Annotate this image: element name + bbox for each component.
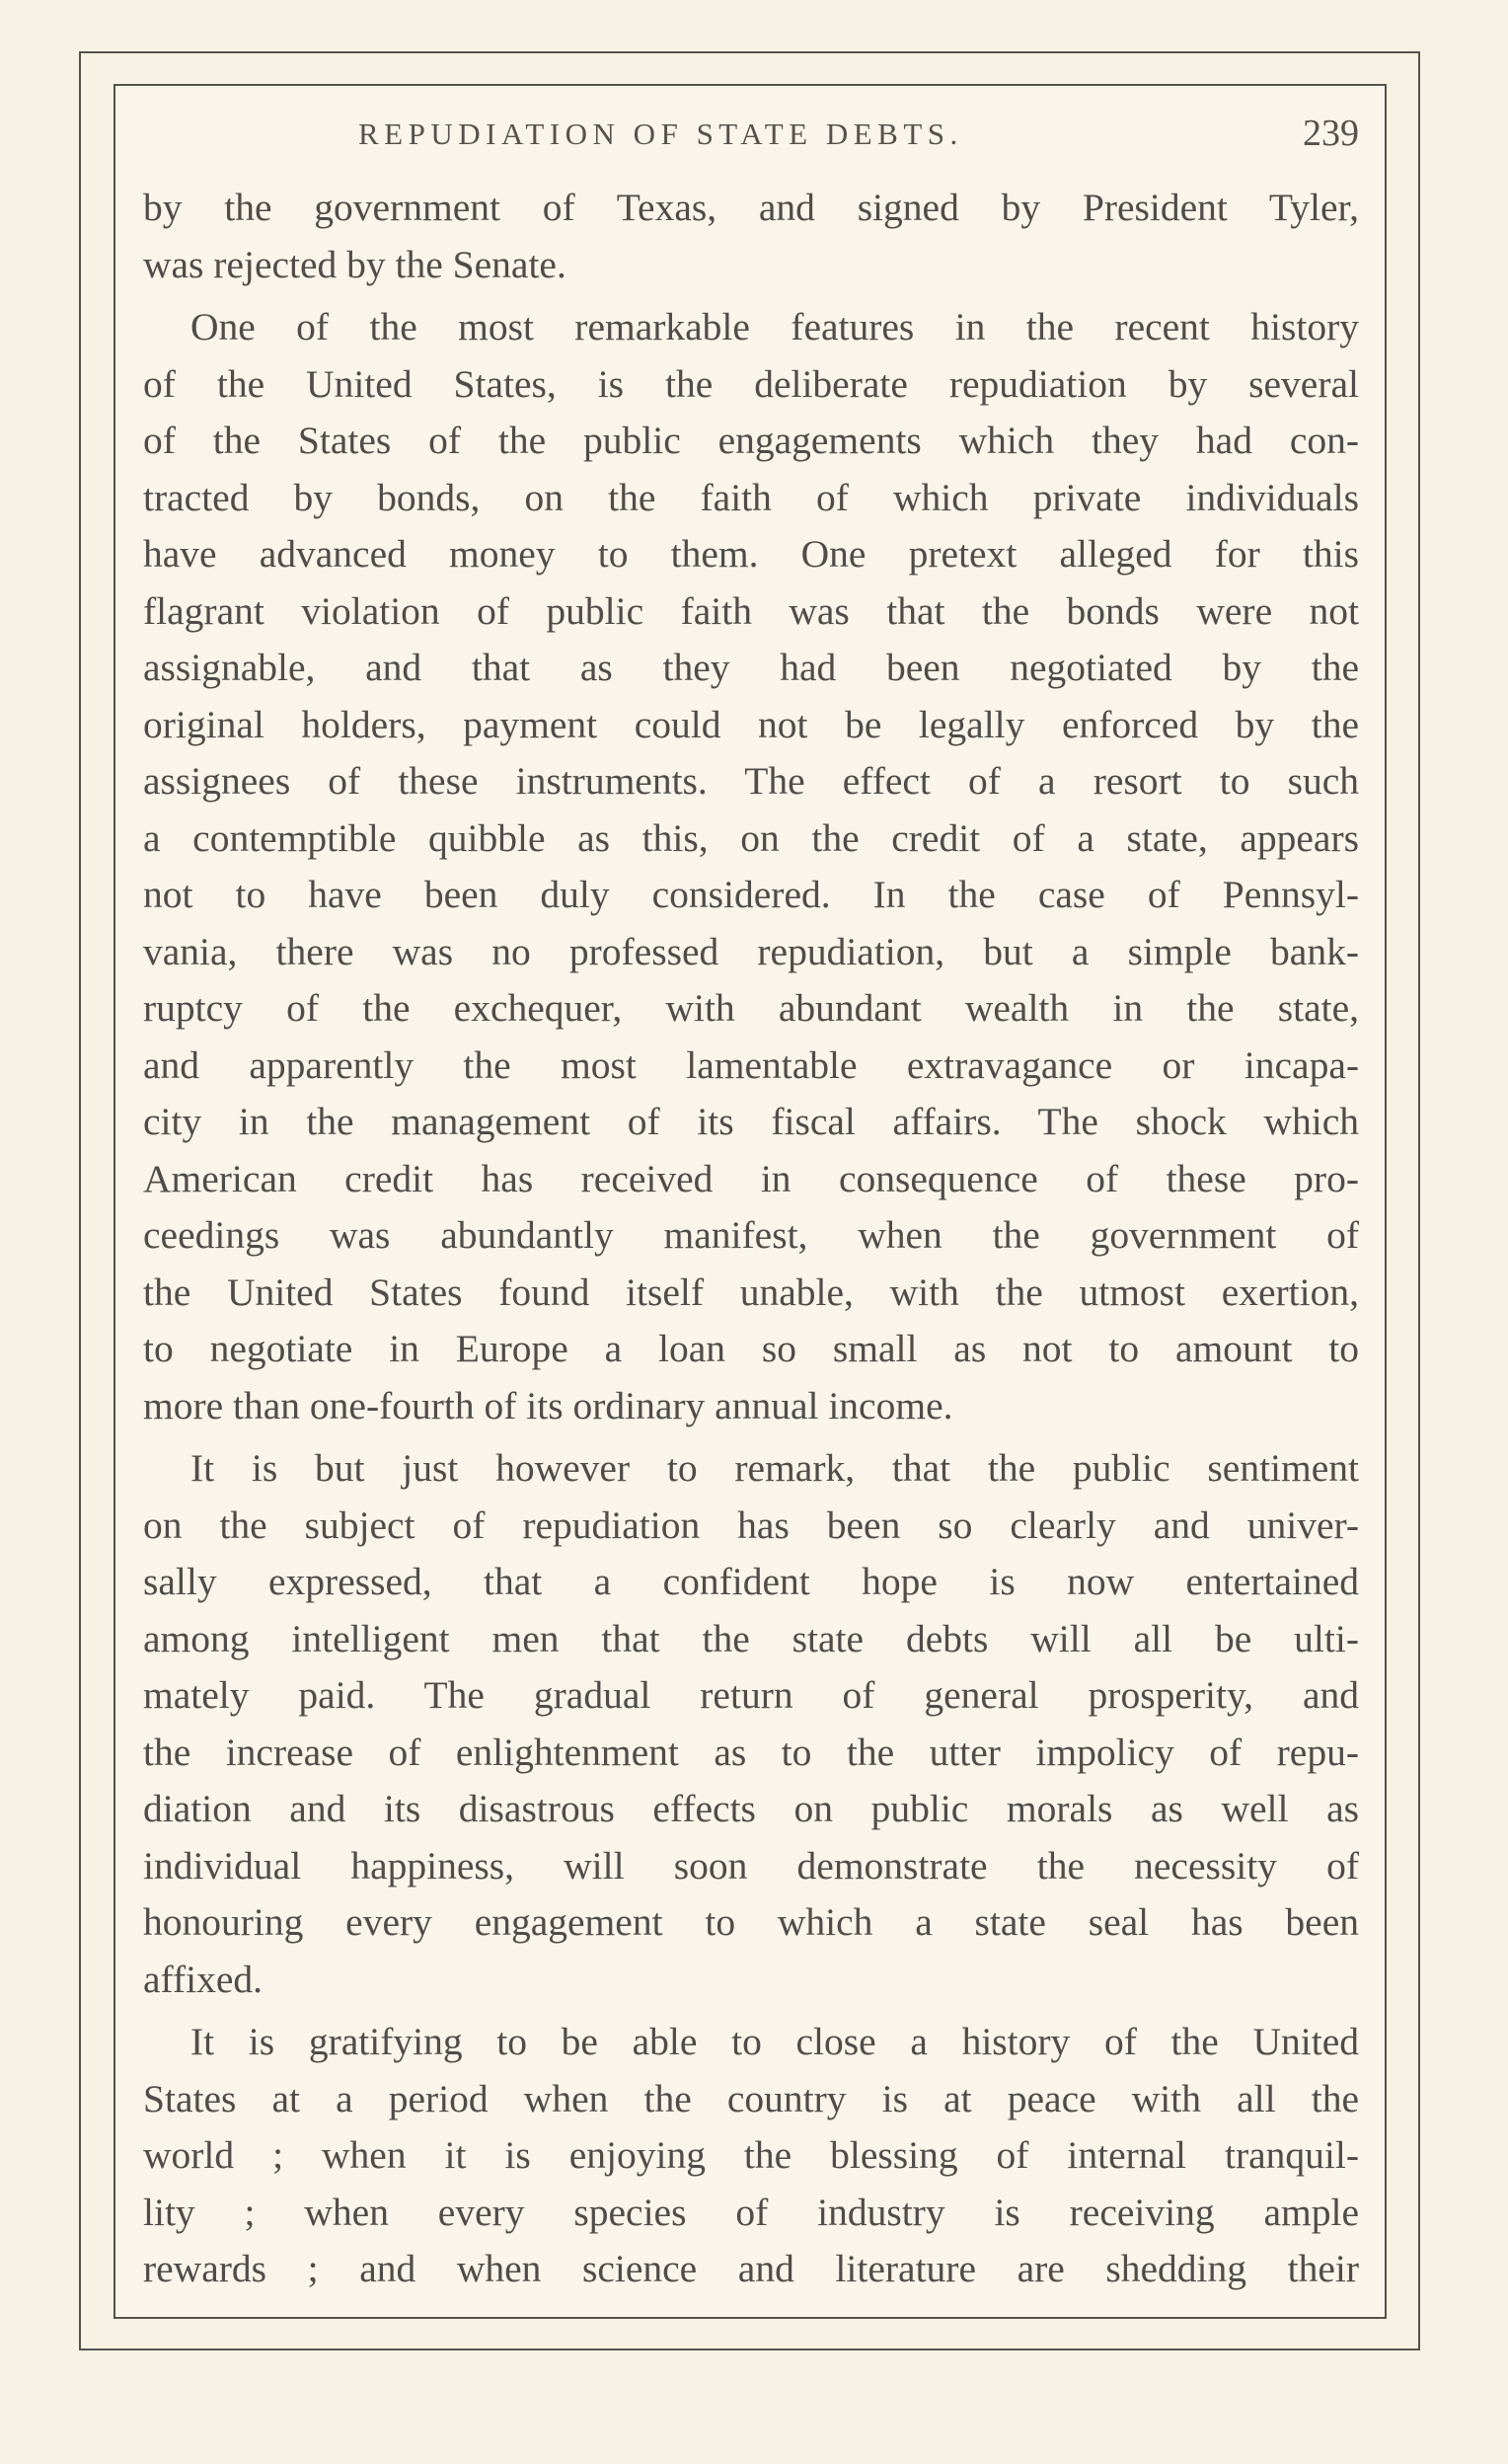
text-line: and apparently the most lamentable extravagance or incapa- — [143, 1042, 1359, 1087]
text-line: ruptcy of the exchequer, with abundant wealth in the state, — [143, 986, 1359, 1030]
text-line: original holders, payment could not be legally enforced by the — [143, 702, 1359, 746]
text-line: world ; when it is enjoying the blessing of internal tranquil- — [143, 2133, 1359, 2177]
text-line: was rejected by the Senate. — [143, 242, 566, 286]
text-line: affixed. — [143, 1957, 264, 2001]
text-line: mately paid. The gradual return of general prosperity, and — [143, 1673, 1359, 1717]
text-line: It is but just however to remark, that the public sentiment — [190, 1446, 1359, 1490]
text-line: lity ; when every species of industry is receiving ample — [143, 2190, 1359, 2234]
text-line: One of the most remarkable features in the recent history — [190, 305, 1359, 348]
text-line: more than one-fourth of its ordinary annual income. — [143, 1383, 953, 1427]
running-title: REPUDIATION OF STATE DEBTS. — [358, 116, 963, 151]
text-line: not to have been duly considered. In the case of Pennsyl- — [143, 873, 1359, 916]
page-number: 239 — [1303, 113, 1359, 154]
text-line: a contemptible quibble as this, on the credit of a state, appears — [143, 815, 1359, 860]
text-line: States at a period when the country is at peace with all the — [143, 2076, 1359, 2120]
text-line: vania, there was no professed repudiation, but a simple bank- — [143, 929, 1359, 973]
text-line: ceedings was abundantly manifest, when the government of — [143, 1213, 1359, 1257]
text-line: sally expressed, that a confident hope is now entertained — [143, 1560, 1359, 1603]
text-line: on the subject of repudiation has been so clearly and univer- — [143, 1502, 1359, 1547]
text-line: to negotiate in Europe a loan so small as not to amount to — [143, 1327, 1359, 1370]
text-line: American credit has received in consequence of these pro- — [143, 1156, 1359, 1200]
text-line: diation and its disastrous effects on public morals as well as — [143, 1787, 1359, 1830]
text-line: rewards ; and when science and literature are shedding their — [143, 2247, 1359, 2290]
text-line: assignable, and that as they had been negotiated by the — [143, 646, 1359, 689]
paragraph — [143, 2014, 1359, 2298]
text-line: assignees of these instruments. The effect of a resort to such — [143, 759, 1359, 803]
text-line: the United States found itself unable, with the utmost exertion, — [143, 1270, 1359, 1314]
text-line: among intelligent men that the state debts will all be ulti- — [143, 1616, 1359, 1660]
text-line: It is gratifying to be able to close a history of the United — [190, 2020, 1359, 2063]
text-line: city in the management of its fiscal affairs. The shock which — [143, 1100, 1359, 1143]
text-line: by the government of Texas, and signed by President Tyler, — [143, 186, 1359, 229]
paragraph — [143, 1440, 1359, 2008]
text-line: of the United States, is the deliberate repudiation by several — [143, 361, 1359, 406]
text-line: the increase of enlightenment as to the utter impolicy of repu- — [143, 1730, 1359, 1774]
paragraph — [143, 299, 1359, 1434]
paragraph — [143, 180, 1359, 293]
running-head — [143, 107, 1359, 166]
text-line: honouring every engagement to which a state seal has been — [143, 1900, 1359, 1944]
text-line: have advanced money to them. One pretext alleged for this — [143, 532, 1359, 576]
body-text — [143, 180, 1359, 2298]
text-line: of the States of the public engagements which they had con- — [143, 419, 1359, 462]
text-line: flagrant violation of public faith was that the bonds were not — [143, 588, 1359, 633]
text-line: individual happiness, will soon demonstrate the necessity of — [143, 1843, 1359, 1887]
text-line: tracted by bonds, on the faith of which private individuals — [143, 475, 1359, 519]
